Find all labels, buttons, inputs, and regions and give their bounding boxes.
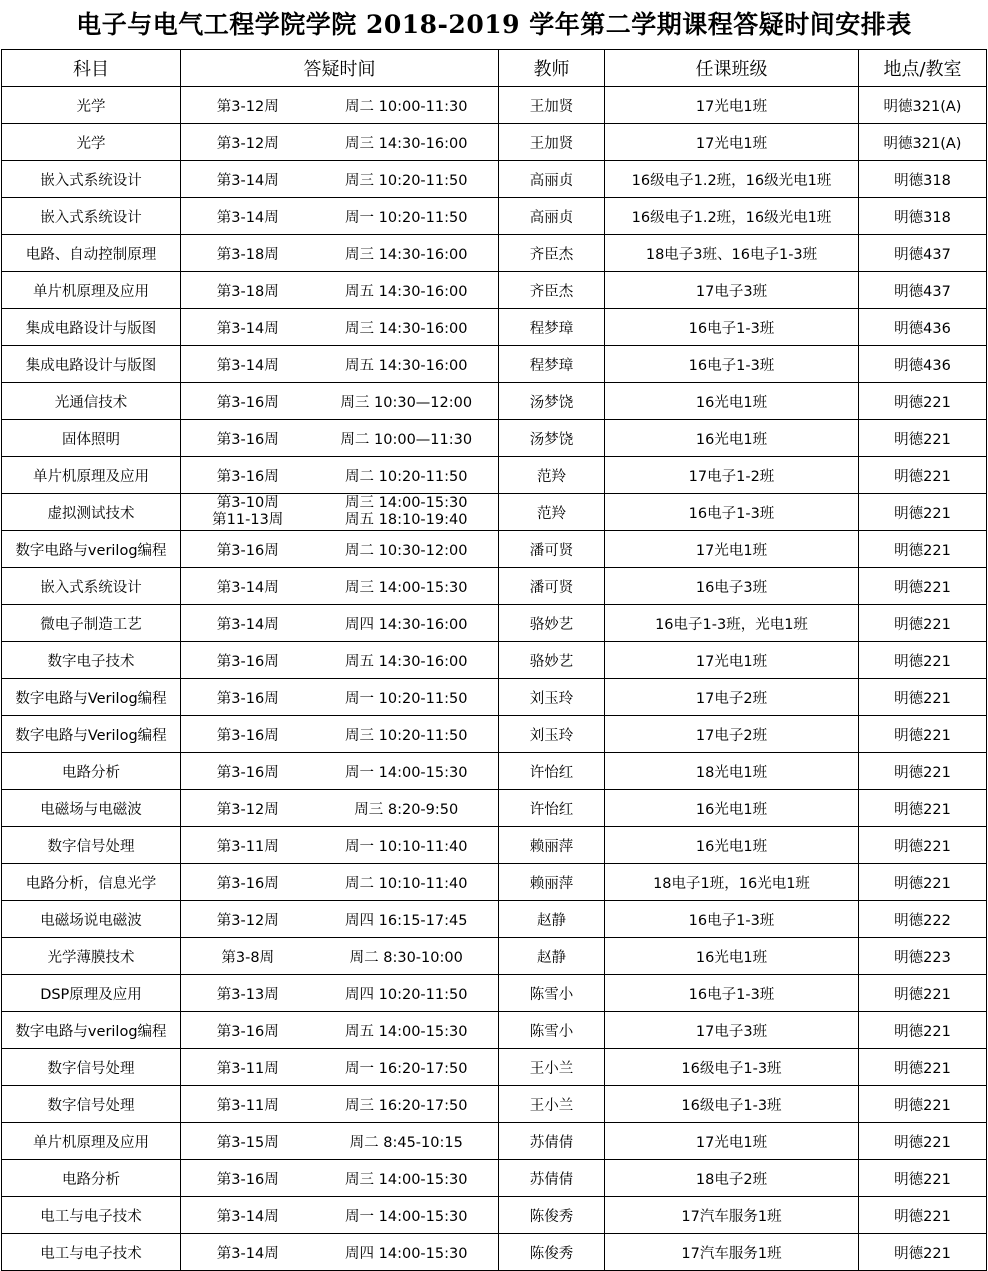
weeks-cell: 第3-16周 [181, 457, 315, 494]
table-row [2, 679, 987, 716]
table-row [2, 161, 987, 198]
subject-cell: 数字电路与verilog编程 [2, 1012, 181, 1049]
teacher-cell: 赖丽萍 [499, 864, 605, 901]
subject-cell: 数字电路与verilog编程 [2, 531, 181, 568]
room-cell: 明德221 [859, 1123, 987, 1160]
time-cell: 周三 10:30—12:00 [315, 383, 499, 420]
teacher-cell: 陈俊秀 [499, 1197, 605, 1234]
class-cell: 17光电1班 [605, 1123, 859, 1160]
room-cell: 明德223 [859, 938, 987, 975]
class-cell: 16电子1-3班 [605, 309, 859, 346]
weeks-cell [181, 494, 315, 531]
weeks-cell: 第3-11周 [181, 827, 315, 864]
class-cell: 17电子3班 [605, 272, 859, 309]
teacher-cell: 范羚 [499, 494, 605, 531]
subject-cell: 电路分析 [2, 753, 181, 790]
subject-cell: 光学薄膜技术 [2, 938, 181, 975]
weeks-cell: 第3-16周 [181, 753, 315, 790]
time-cell: 周一 14:00-15:30 [315, 1197, 499, 1234]
table-row [2, 235, 987, 272]
class-cell: 16级电子1.2班，16级光电1班 [605, 161, 859, 198]
room-cell: 明德221 [859, 1160, 987, 1197]
class-cell: 16电子1-3班 [605, 901, 859, 938]
subject-cell: 嵌入式系统设计 [2, 198, 181, 235]
class-cell: 17光电1班 [605, 642, 859, 679]
room-cell: 明德221 [859, 975, 987, 1012]
time-cell: 周三 14:00-15:30 [315, 1160, 499, 1197]
table-body [2, 87, 987, 1271]
subject-cell: 电路分析，信息光学 [2, 864, 181, 901]
weeks-cell: 第3-16周 [181, 642, 315, 679]
room-cell: 明德221 [859, 790, 987, 827]
weeks-cell: 第3-14周 [181, 1234, 315, 1271]
weeks-cell: 第3-16周 [181, 1160, 315, 1197]
room-cell: 明德221 [859, 1086, 987, 1123]
class-cell: 16电子1-3班 [605, 975, 859, 1012]
table-row [2, 531, 987, 568]
weeks-cell: 第3-18周 [181, 272, 315, 309]
teacher-cell: 高丽贞 [499, 161, 605, 198]
weeks-cell: 第3-12周 [181, 901, 315, 938]
time-cell: 周三 16:20-17:50 [315, 1086, 499, 1123]
class-cell: 16光电1班 [605, 827, 859, 864]
time-cell: 周三 14:30-16:00 [315, 309, 499, 346]
teacher-cell: 刘玉玲 [499, 679, 605, 716]
table-row [2, 864, 987, 901]
subject-cell: 嵌入式系统设计 [2, 161, 181, 198]
teacher-cell: 程梦璋 [499, 346, 605, 383]
teacher-cell: 汤梦饶 [499, 383, 605, 420]
subject-cell: DSP原理及应用 [2, 975, 181, 1012]
teacher-cell: 赵静 [499, 938, 605, 975]
weeks-cell: 第3-18周 [181, 235, 315, 272]
class-cell: 18光电1班 [605, 753, 859, 790]
table-row [2, 1012, 987, 1049]
subject-cell: 集成电路设计与版图 [2, 346, 181, 383]
teacher-cell: 刘玉玲 [499, 716, 605, 753]
subject-cell: 电工与电子技术 [2, 1197, 181, 1234]
subject-cell: 单片机原理及应用 [2, 1123, 181, 1160]
class-cell: 16光电1班 [605, 383, 859, 420]
weeks-cell: 第3-11周 [181, 1086, 315, 1123]
class-cell: 16光电1班 [605, 420, 859, 457]
subject-cell: 电磁场说电磁波 [2, 901, 181, 938]
room-cell: 明德221 [859, 864, 987, 901]
room-cell: 明德221 [859, 1012, 987, 1049]
subject-cell: 电路分析 [2, 1160, 181, 1197]
weeks-cell-line-2: 第11-13周 [212, 512, 284, 528]
weeks-cell: 第3-12周 [181, 124, 315, 161]
table-row [2, 494, 987, 531]
room-cell: 明德221 [859, 716, 987, 753]
time-cell: 周二 8:30-10:00 [315, 938, 499, 975]
table-row [2, 124, 987, 161]
time-cell-line-2: 周五 18:10-19:40 [345, 512, 468, 528]
time-cell: 周二 10:30-12:00 [315, 531, 499, 568]
room-cell: 明德318 [859, 198, 987, 235]
teacher-cell: 骆妙艺 [499, 642, 605, 679]
weeks-cell: 第3-16周 [181, 383, 315, 420]
table-row [2, 309, 987, 346]
table-row [2, 1123, 987, 1160]
class-cell: 17光电1班 [605, 87, 859, 124]
subject-cell: 电工与电子技术 [2, 1234, 181, 1271]
teacher-cell: 程梦璋 [499, 309, 605, 346]
teacher-cell: 汤梦饶 [499, 420, 605, 457]
table-row [2, 1160, 987, 1197]
class-cell: 16电子1-3班 [605, 346, 859, 383]
class-cell: 16电子1-3班 [605, 494, 859, 531]
weeks-cell: 第3-16周 [181, 679, 315, 716]
time-cell: 周四 14:00-15:30 [315, 1234, 499, 1271]
teacher-cell: 苏倩倩 [499, 1160, 605, 1197]
class-cell: 18电子1班，16光电1班 [605, 864, 859, 901]
weeks-cell: 第3-16周 [181, 420, 315, 457]
table-row [2, 272, 987, 309]
class-cell: 17电子2班 [605, 716, 859, 753]
table-row [2, 383, 987, 420]
time-cell: 周四 14:30-16:00 [315, 605, 499, 642]
weeks-cell: 第3-12周 [181, 87, 315, 124]
class-cell: 16光电1班 [605, 938, 859, 975]
subject-cell: 电磁场与电磁波 [2, 790, 181, 827]
time-cell: 周三 10:20-11:50 [315, 716, 499, 753]
time-cell: 周一 14:00-15:30 [315, 753, 499, 790]
weeks-cell: 第3-16周 [181, 531, 315, 568]
teacher-cell: 王小兰 [499, 1086, 605, 1123]
header-teacher: 教师 [499, 50, 605, 87]
time-cell: 周一 16:20-17:50 [315, 1049, 499, 1086]
table-row [2, 605, 987, 642]
subject-cell: 数字信号处理 [2, 827, 181, 864]
room-cell: 明德221 [859, 679, 987, 716]
weeks-cell: 第3-14周 [181, 605, 315, 642]
table-row [2, 1197, 987, 1234]
teacher-cell: 苏倩倩 [499, 1123, 605, 1160]
teacher-cell: 齐臣杰 [499, 272, 605, 309]
class-cell: 16级电子1-3班 [605, 1049, 859, 1086]
class-cell: 16级电子1.2班，16级光电1班 [605, 198, 859, 235]
table-row [2, 198, 987, 235]
time-cell: 周一 10:20-11:50 [315, 198, 499, 235]
time-cell: 周二 8:45-10:15 [315, 1123, 499, 1160]
weeks-cell: 第3-16周 [181, 1012, 315, 1049]
class-cell: 17汽车服务1班 [605, 1234, 859, 1271]
teacher-cell: 赵静 [499, 901, 605, 938]
teacher-cell: 王加贤 [499, 87, 605, 124]
header-row [2, 50, 987, 87]
subject-cell: 集成电路设计与版图 [2, 309, 181, 346]
room-cell: 明德321(A) [859, 87, 987, 124]
table-row [2, 346, 987, 383]
time-cell: 周五 14:30-16:00 [315, 642, 499, 679]
table-row [2, 1086, 987, 1123]
header-time: 答疑时间 [181, 50, 499, 87]
room-cell: 明德221 [859, 494, 987, 531]
time-cell: 周一 10:20-11:50 [315, 679, 499, 716]
room-cell: 明德221 [859, 1234, 987, 1271]
table-row [2, 642, 987, 679]
header-subject: 科目 [2, 50, 181, 87]
weeks-cell: 第3-14周 [181, 568, 315, 605]
teacher-cell: 赖丽萍 [499, 827, 605, 864]
subject-cell: 光通信技术 [2, 383, 181, 420]
weeks-cell: 第3-14周 [181, 1197, 315, 1234]
subject-cell: 电路、自动控制原理 [2, 235, 181, 272]
table-row [2, 1049, 987, 1086]
room-cell: 明德221 [859, 457, 987, 494]
weeks-cell: 第3-11周 [181, 1049, 315, 1086]
room-cell: 明德436 [859, 346, 987, 383]
time-cell: 周二 10:20-11:50 [315, 457, 499, 494]
header-location: 地点/教室 [859, 50, 987, 87]
teacher-cell: 许怡红 [499, 753, 605, 790]
class-cell: 17光电1班 [605, 124, 859, 161]
weeks-cell: 第3-14周 [181, 346, 315, 383]
weeks-cell: 第3-16周 [181, 716, 315, 753]
time-cell: 周二 10:00-11:30 [315, 87, 499, 124]
subject-cell: 单片机原理及应用 [2, 272, 181, 309]
time-cell: 周五 14:30-16:00 [315, 272, 499, 309]
time-cell: 周三 14:00-15:30 [315, 568, 499, 605]
weeks-cell: 第3-15周 [181, 1123, 315, 1160]
time-cell-line-1: 周三 14:00-15:30 [345, 495, 468, 511]
table-row [2, 568, 987, 605]
teacher-cell: 王小兰 [499, 1049, 605, 1086]
time-cell: 周四 16:15-17:45 [315, 901, 499, 938]
teacher-cell: 潘可贤 [499, 568, 605, 605]
subject-cell: 数字信号处理 [2, 1086, 181, 1123]
subject-cell: 微电子制造工艺 [2, 605, 181, 642]
weeks-cell: 第3-13周 [181, 975, 315, 1012]
class-cell: 17汽车服务1班 [605, 1197, 859, 1234]
teacher-cell: 范羚 [499, 457, 605, 494]
time-cell: 周四 10:20-11:50 [315, 975, 499, 1012]
room-cell: 明德222 [859, 901, 987, 938]
weeks-cell: 第3-14周 [181, 309, 315, 346]
subject-cell: 单片机原理及应用 [2, 457, 181, 494]
time-cell: 周五 14:00-15:30 [315, 1012, 499, 1049]
subject-cell: 固体照明 [2, 420, 181, 457]
class-cell: 17电子3班 [605, 1012, 859, 1049]
room-cell: 明德221 [859, 531, 987, 568]
teacher-cell: 齐臣杰 [499, 235, 605, 272]
class-cell: 16电子1-3班，光电1班 [605, 605, 859, 642]
table-row [2, 1234, 987, 1271]
table-row [2, 420, 987, 457]
room-cell: 明德221 [859, 568, 987, 605]
table-row [2, 87, 987, 124]
subject-cell: 数字电路与Verilog编程 [2, 716, 181, 753]
table-row [2, 975, 987, 1012]
schedule-table [1, 49, 987, 1271]
weeks-cell: 第3-12周 [181, 790, 315, 827]
room-cell: 明德221 [859, 827, 987, 864]
table-row [2, 716, 987, 753]
teacher-cell: 骆妙艺 [499, 605, 605, 642]
page-title: 电子与电气工程学院学院 2018-2019 学年第二学期课程答疑时间安排表 [76, 10, 912, 39]
subject-cell: 虚拟测试技术 [2, 494, 181, 531]
time-cell [315, 494, 499, 531]
class-cell: 18电子2班 [605, 1160, 859, 1197]
teacher-cell: 陈雪小 [499, 975, 605, 1012]
table-row [2, 938, 987, 975]
weeks-cell: 第3-14周 [181, 161, 315, 198]
room-cell: 明德221 [859, 420, 987, 457]
subject-cell: 光学 [2, 124, 181, 161]
room-cell: 明德437 [859, 272, 987, 309]
room-cell: 明德437 [859, 235, 987, 272]
time-cell: 周二 10:10-11:40 [315, 864, 499, 901]
room-cell: 明德221 [859, 383, 987, 420]
subject-cell: 数字电子技术 [2, 642, 181, 679]
weeks-cell: 第3-14周 [181, 198, 315, 235]
teacher-cell: 王加贤 [499, 124, 605, 161]
time-cell: 周二 10:00—11:30 [315, 420, 499, 457]
time-cell: 周三 14:30-16:00 [315, 235, 499, 272]
room-cell: 明德321(A) [859, 124, 987, 161]
class-cell: 17电子2班 [605, 679, 859, 716]
class-cell: 17光电1班 [605, 531, 859, 568]
teacher-cell: 潘可贤 [499, 531, 605, 568]
time-cell: 周三 8:20-9:50 [315, 790, 499, 827]
subject-cell: 数字信号处理 [2, 1049, 181, 1086]
time-cell: 周三 10:20-11:50 [315, 161, 499, 198]
class-cell: 16光电1班 [605, 790, 859, 827]
class-cell: 16级电子1-3班 [605, 1086, 859, 1123]
weeks-cell-line-1: 第3-10周 [216, 495, 279, 511]
class-cell: 17电子1-2班 [605, 457, 859, 494]
room-cell: 明德318 [859, 161, 987, 198]
teacher-cell: 陈雪小 [499, 1012, 605, 1049]
room-cell: 明德436 [859, 309, 987, 346]
table-row [2, 457, 987, 494]
table-row [2, 790, 987, 827]
subject-cell: 光学 [2, 87, 181, 124]
subject-cell: 嵌入式系统设计 [2, 568, 181, 605]
class-cell: 16电子3班 [605, 568, 859, 605]
time-cell: 周一 10:10-11:40 [315, 827, 499, 864]
class-cell: 18电子3班、16电子1-3班 [605, 235, 859, 272]
subject-cell: 数字电路与Verilog编程 [2, 679, 181, 716]
teacher-cell: 许怡红 [499, 790, 605, 827]
room-cell: 明德221 [859, 753, 987, 790]
time-cell: 周三 14:30-16:00 [315, 124, 499, 161]
table-row [2, 753, 987, 790]
room-cell: 明德221 [859, 1049, 987, 1086]
room-cell: 明德221 [859, 605, 987, 642]
table-row [2, 901, 987, 938]
room-cell: 明德221 [859, 642, 987, 679]
weeks-cell: 第3-16周 [181, 864, 315, 901]
table-row [2, 827, 987, 864]
teacher-cell: 高丽贞 [499, 198, 605, 235]
time-cell: 周五 14:30-16:00 [315, 346, 499, 383]
header-class: 任课班级 [605, 50, 859, 87]
teacher-cell: 陈俊秀 [499, 1234, 605, 1271]
weeks-cell: 第3-8周 [181, 938, 315, 975]
room-cell: 明德221 [859, 1197, 987, 1234]
